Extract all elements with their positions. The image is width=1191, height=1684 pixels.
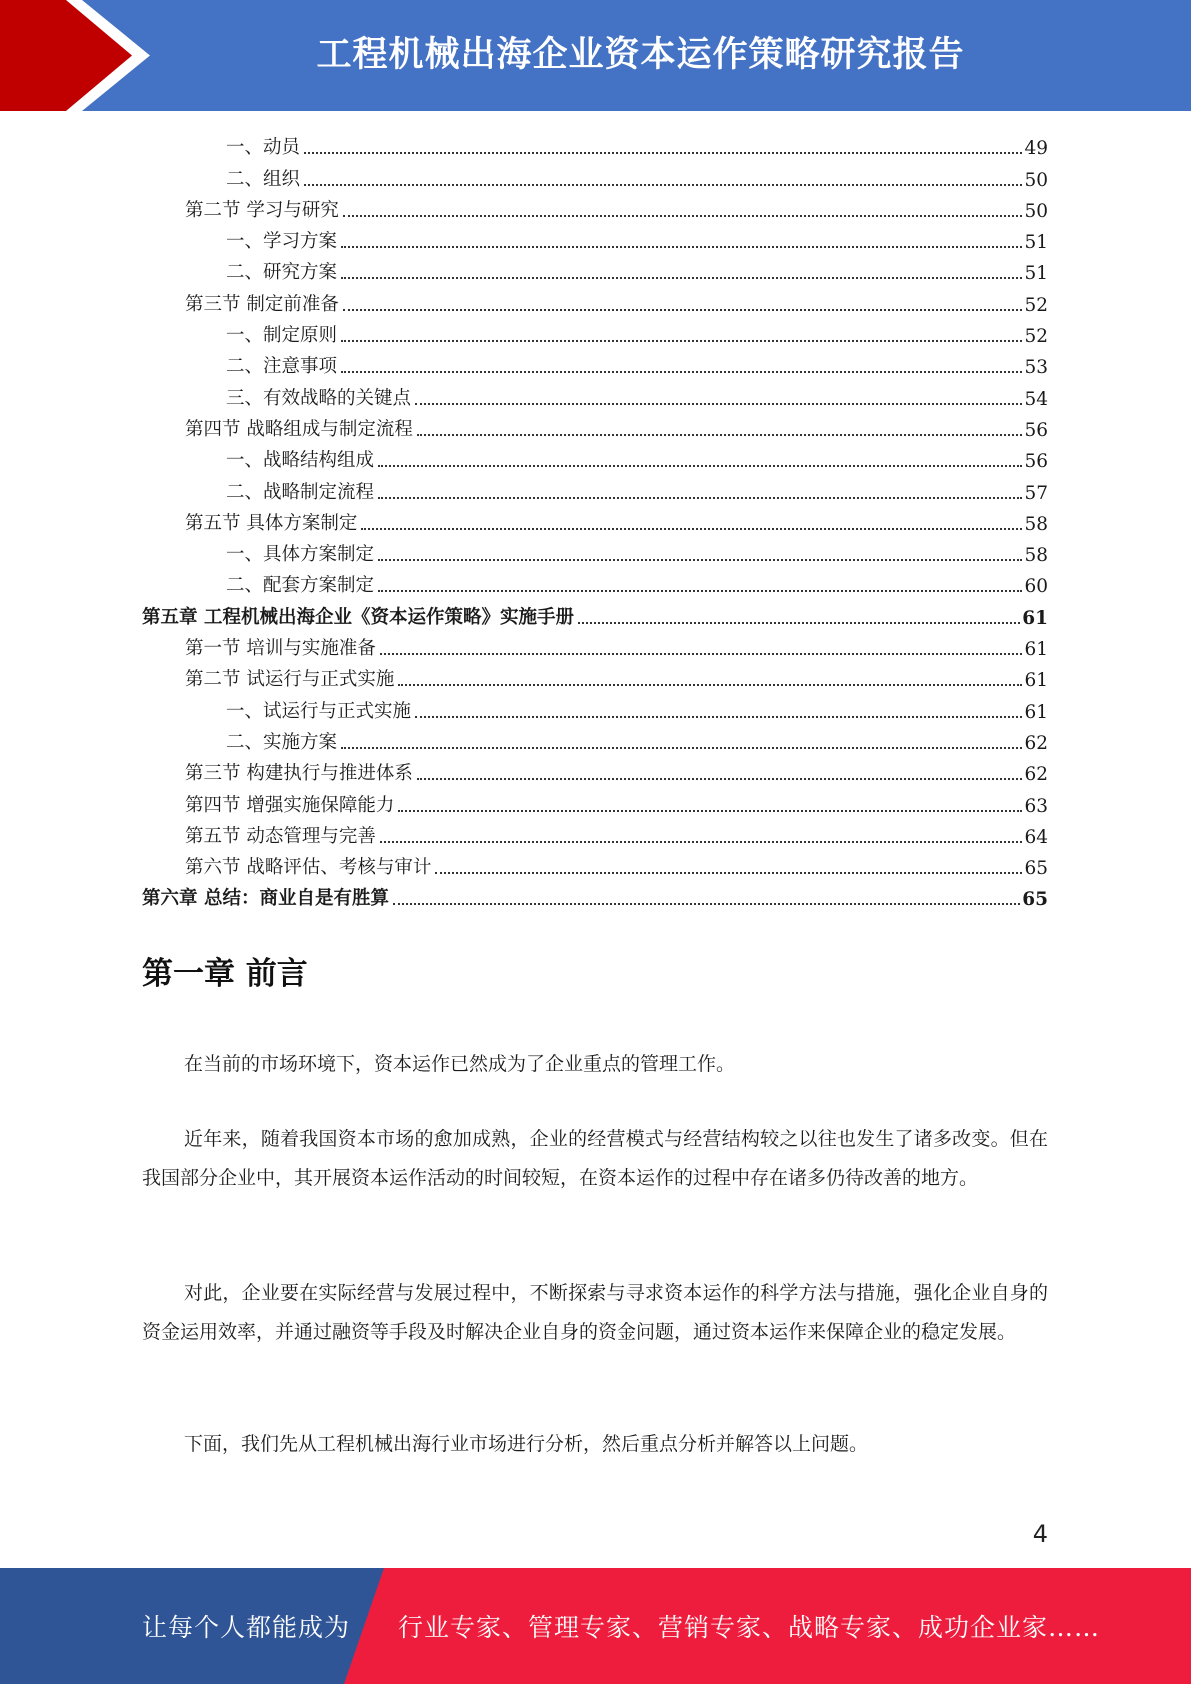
toc-entry-page: 61 <box>1024 701 1048 723</box>
toc-entry-page: 56 <box>1024 419 1048 441</box>
page-number: 4 <box>1032 1520 1048 1548</box>
toc-entry-page: 57 <box>1024 482 1048 504</box>
toc-entry-page: 50 <box>1024 200 1048 222</box>
toc-entry-title: 第三节 制定前准备 <box>185 293 339 315</box>
toc-entry-page: 61 <box>1024 639 1048 661</box>
toc-entry-page: 54 <box>1024 388 1048 410</box>
toc-entry[interactable] <box>142 472 1048 503</box>
toc-entry-title: 第四节 增强实施保障能力 <box>185 794 395 816</box>
toc-entry-title: 二、战略制定流程 <box>226 481 375 503</box>
toc-entry-page: 49 <box>1024 138 1048 160</box>
toc-dot-leader <box>343 215 1023 217</box>
toc-entry[interactable] <box>142 222 1048 253</box>
toc-dot-leader <box>341 277 1022 279</box>
toc-entry-title: 二、注意事项 <box>226 356 338 378</box>
toc-entry-page: 50 <box>1024 169 1048 191</box>
toc-entry-title: 二、实施方案 <box>226 731 338 753</box>
toc-entry-title: 第二节 试运行与正式实施 <box>185 669 395 691</box>
toc-entry[interactable] <box>142 629 1048 660</box>
toc-entry[interactable] <box>142 879 1048 910</box>
toc-entry[interactable] <box>142 597 1048 628</box>
toc-entry[interactable] <box>142 660 1048 691</box>
toc-dot-leader <box>415 403 1022 405</box>
toc-entry-page: 64 <box>1024 826 1048 848</box>
toc-entry[interactable] <box>142 723 1048 754</box>
toc-entry[interactable] <box>142 441 1048 472</box>
toc-entry-title: 一、试运行与正式实施 <box>226 700 412 722</box>
toc-entry[interactable] <box>142 785 1048 816</box>
body-paragraph: 对此，企业要在实际经营与发展过程中，不断探索与寻求资本运作的科学方法与措施，强化企业自身的资金运用效率，并通过融资等手段及时解决企业自身的资金问题，通过资本运作来保障企业的稳定发展。 <box>142 1282 1048 1343</box>
toc-entry-title: 二、配套方案制定 <box>226 575 375 597</box>
toc-dot-leader <box>415 716 1022 718</box>
toc-entry[interactable] <box>142 754 1048 785</box>
toc-entry[interactable] <box>142 504 1048 535</box>
chapter-title: 第一章 前言 <box>142 956 308 992</box>
toc-dot-leader <box>398 684 1022 686</box>
toc-dot-leader <box>304 184 1022 186</box>
toc-entry-title: 第二节 学习与研究 <box>185 199 339 221</box>
toc-dot-leader <box>380 841 1023 843</box>
toc-entry-title: 第四节 战略组成与制定流程 <box>185 418 413 440</box>
toc-entry-page: 61 <box>1024 670 1048 692</box>
toc-entry-page: 65 <box>1024 858 1048 880</box>
toc-entry[interactable] <box>142 253 1048 284</box>
toc-entry-title: 第五章 工程机械出海企业《资本运作策略》实施手册 <box>142 606 574 628</box>
toc-entry-page: 51 <box>1024 263 1048 285</box>
toc-dot-leader <box>341 340 1022 342</box>
toc-dot-leader <box>341 371 1022 373</box>
body-paragraph: 下面，我们先从工程机械出海行业市场进行分析，然后重点分析并解答以上问题。 <box>184 1433 869 1455</box>
toc-entry-page: 58 <box>1024 513 1048 535</box>
toc-entry[interactable] <box>142 410 1048 441</box>
toc-entry-title: 第五节 动态管理与完善 <box>185 825 376 847</box>
toc-entry-page: 60 <box>1024 576 1048 598</box>
toc-dot-leader <box>578 622 1020 624</box>
header-arrow-icon <box>0 0 150 111</box>
page-header <box>0 0 1191 111</box>
toc-dot-leader <box>378 497 1022 499</box>
toc-entry[interactable] <box>142 159 1048 190</box>
toc-entry-title: 一、动员 <box>226 137 301 159</box>
toc-dot-leader <box>417 778 1023 780</box>
toc-entry-title: 一、制定原则 <box>226 325 338 347</box>
page-footer <box>0 1568 1191 1684</box>
toc-entry-page: 63 <box>1024 795 1048 817</box>
footer-slogan-right: 行业专家、管理专家、营销专家、战略专家、成功企业家…… <box>398 1613 1101 1642</box>
toc-dot-leader <box>361 528 1022 530</box>
toc-entry[interactable] <box>142 566 1048 597</box>
toc-entry-page: 52 <box>1024 326 1048 348</box>
toc-dot-leader <box>378 590 1022 592</box>
toc-entry[interactable] <box>142 128 1048 159</box>
toc-entry-page: 61 <box>1022 607 1048 629</box>
toc-dot-leader <box>341 747 1022 749</box>
footer-slogan-left: 让每个人都能成为 <box>142 1613 351 1642</box>
toc-entry-title: 第六节 战略评估、考核与审计 <box>185 857 432 879</box>
toc-dot-leader <box>435 872 1022 874</box>
toc-entry[interactable] <box>142 378 1048 409</box>
toc-entry-title: 二、研究方案 <box>226 262 338 284</box>
toc-entry-title: 一、学习方案 <box>226 231 338 253</box>
toc-entry[interactable] <box>142 347 1048 378</box>
toc-entry-title: 第六章 总结：商业自是有胜算 <box>142 888 389 910</box>
table-of-contents <box>142 128 1048 910</box>
toc-entry[interactable] <box>142 191 1048 222</box>
toc-entry-page: 56 <box>1024 451 1048 473</box>
toc-entry-page: 62 <box>1024 764 1048 786</box>
body-paragraph: 近年来，随着我国资本市场的愈加成熟，企业的经营模式与经营结构较之以往也发生了诸多改变。但在我国部分企业中，其开展资本运作活动的时间较短，在资本运作的过程中存在诸多仍待改善的地方。 <box>142 1128 1048 1189</box>
toc-dot-leader <box>380 653 1023 655</box>
toc-entry-title: 第一节 培训与实施准备 <box>185 638 376 660</box>
toc-entry[interactable] <box>142 316 1048 347</box>
toc-entry-title: 二、组织 <box>226 168 301 190</box>
body-paragraph: 在当前的市场环境下，资本运作已然成为了企业重点的管理工作。 <box>184 1053 736 1075</box>
toc-entry-page: 52 <box>1024 294 1048 316</box>
toc-dot-leader <box>341 246 1022 248</box>
toc-dot-leader <box>393 903 1020 905</box>
toc-dot-leader <box>417 434 1023 436</box>
toc-dot-leader <box>398 810 1022 812</box>
toc-entry-page: 62 <box>1024 732 1048 754</box>
toc-dot-leader <box>378 559 1022 561</box>
toc-entry-page: 51 <box>1024 232 1048 254</box>
toc-entry[interactable] <box>142 535 1048 566</box>
toc-entry[interactable] <box>142 848 1048 879</box>
toc-entry-page: 65 <box>1022 889 1048 911</box>
toc-entry-page: 58 <box>1024 545 1048 567</box>
toc-entry-title: 第五节 具体方案制定 <box>185 512 358 534</box>
toc-entry[interactable] <box>142 817 1048 848</box>
toc-dot-leader <box>343 309 1023 311</box>
toc-entry-page: 53 <box>1024 357 1048 379</box>
toc-entry[interactable] <box>142 691 1048 722</box>
toc-dot-leader <box>304 152 1022 154</box>
report-title: 工程机械出海企业资本运作策略研究报告 <box>316 35 965 75</box>
toc-entry-title: 第三节 构建执行与推进体系 <box>185 763 413 785</box>
toc-entry[interactable] <box>142 284 1048 315</box>
toc-entry-title: 一、具体方案制定 <box>226 544 375 566</box>
toc-entry-title: 一、战略结构组成 <box>226 450 375 472</box>
toc-entry-title: 三、有效战略的关键点 <box>226 387 412 409</box>
toc-dot-leader <box>378 465 1022 467</box>
